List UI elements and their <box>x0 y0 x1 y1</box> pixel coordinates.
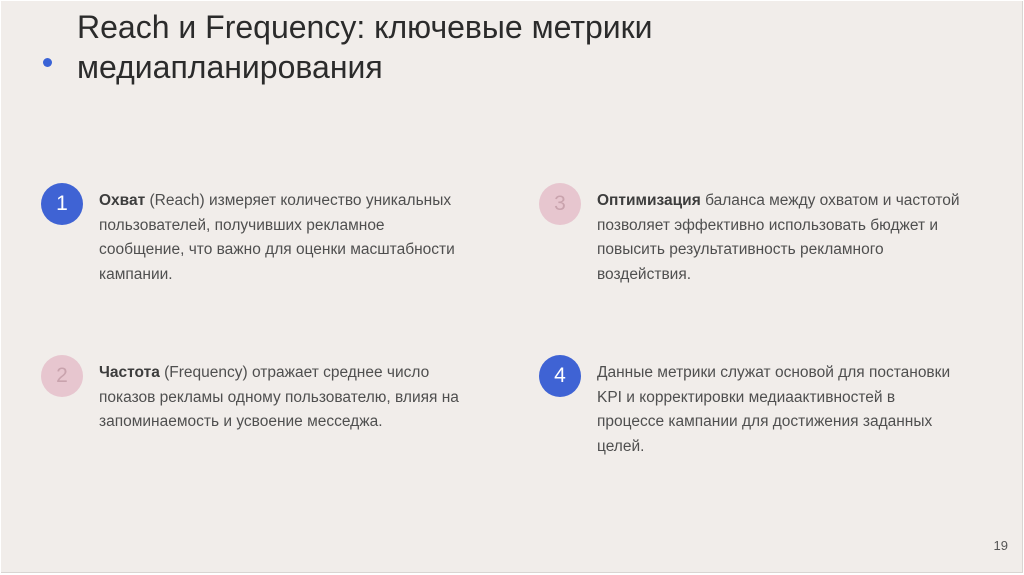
number-badge-1: 1 <box>41 183 83 225</box>
metric-description <box>99 361 461 435</box>
page-number: 19 <box>993 538 1008 553</box>
metric-term: Оптимизация <box>597 192 701 209</box>
number-badge-3: 3 <box>539 183 581 225</box>
metric-description <box>597 189 979 287</box>
slide-title-line-2: медиапланирования <box>77 49 383 85</box>
slide <box>1 1 1023 573</box>
slide-title <box>77 7 877 87</box>
metric-text: баланса между охватом и частотой позволяет эффективно использовать бюджет и повысить результативность рекламного воздействия. <box>597 192 960 283</box>
metric-description <box>597 361 959 459</box>
metric-description <box>99 189 461 287</box>
metric-item-optimization <box>539 189 979 287</box>
number-badge-2: 2 <box>41 355 83 397</box>
slide-title-line-1: Reach и Frequency: ключевые метрики <box>77 9 653 45</box>
title-bullet-dot <box>43 58 52 67</box>
metric-term: Охват <box>99 192 146 209</box>
metric-term: Частота <box>99 364 160 381</box>
metric-text: Данные метрики служат основой для постановки KPI и корректировки медиаактивностей в процессе кампании для достижения заданных целей. <box>597 364 951 455</box>
metric-item-kpi <box>539 361 959 459</box>
number-badge-4: 4 <box>539 355 581 397</box>
metric-text: (Reach) измеряет количество уникальных пользователей, получивших рекламное сообщение, что важно для оценки масштабности кампании. <box>99 192 455 283</box>
metric-text: (Frequency) отражает среднее число показов рекламы одному пользователю, влияя на запоминаемость и усвоение месседжа. <box>99 364 459 430</box>
metric-item-reach <box>41 189 461 287</box>
metric-item-frequency <box>41 361 461 435</box>
